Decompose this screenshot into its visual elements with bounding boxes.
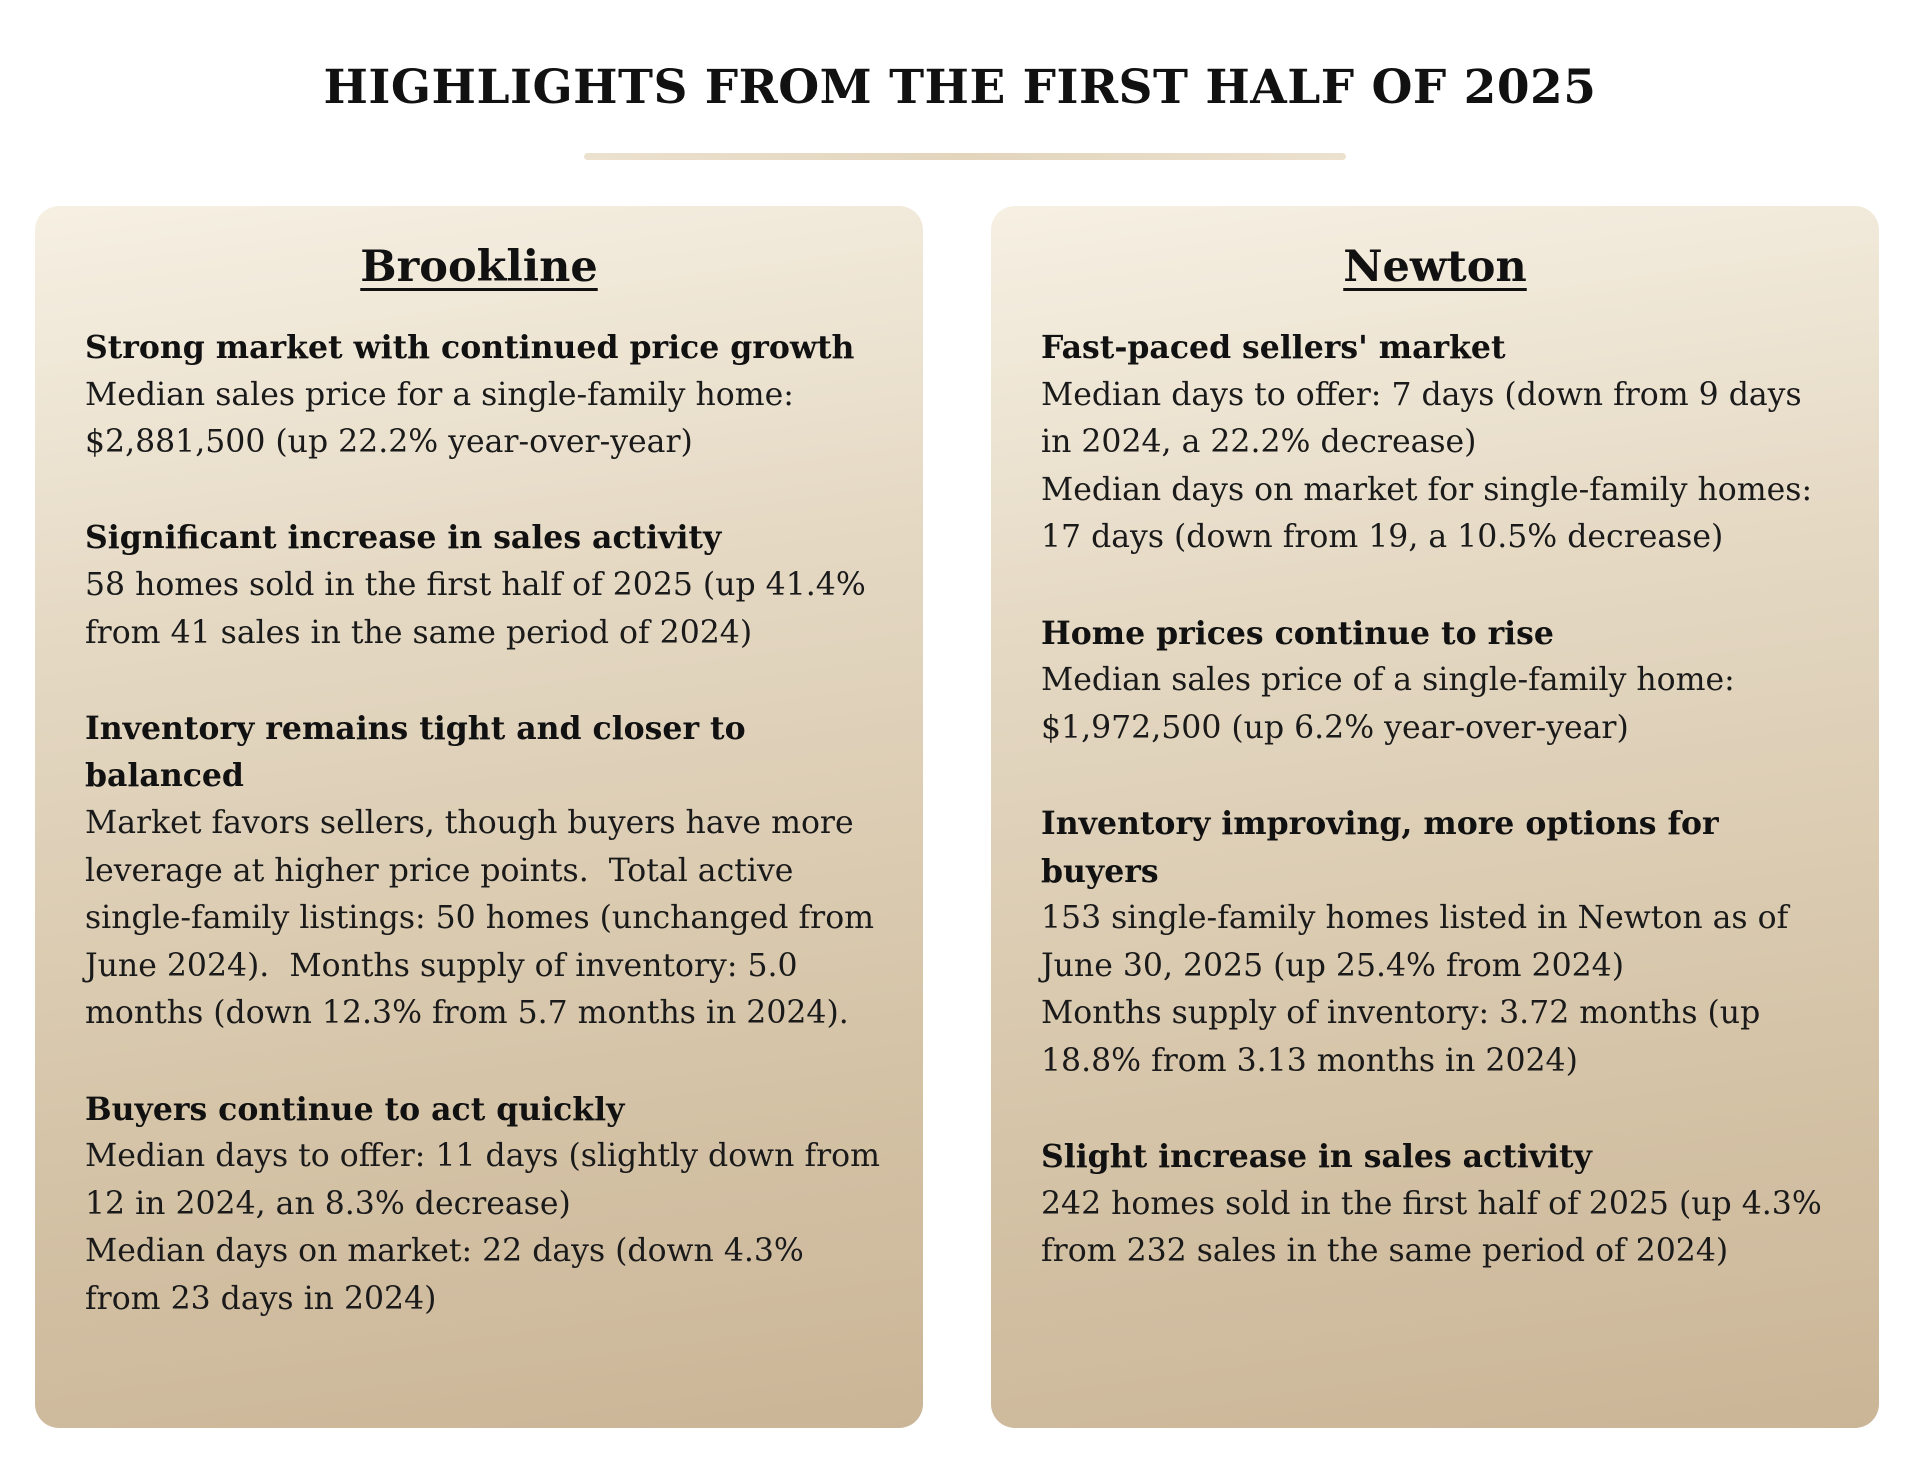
highlight-section xyxy=(85,1086,885,1324)
highlight-section xyxy=(1041,1133,1841,1276)
highlight-heading: Inventory remains tight and closer to balanced xyxy=(85,709,746,795)
highlight-section xyxy=(85,324,885,467)
highlight-detail: Median days on market: 22 days (down 4.3% from 23 days in 2024) xyxy=(85,1233,804,1317)
highlight-detail: Median days to offer: 7 days (down from 9 days in 2024, a 22.2% decrease) xyxy=(1041,376,1802,461)
highlight-heading: Strong market with continued price growth xyxy=(85,329,855,366)
highlight-detail: 153 single-family homes listed in Newton as of June 30, 2025 (up 25.4% from 2024) xyxy=(1041,900,1789,984)
highlight-detail: Median days to offer: 11 days (slightly down from 12 in 2024, an 8.3% decrease) xyxy=(85,1138,880,1222)
highlight-heading: Slight increase in sales activity xyxy=(1041,1138,1592,1176)
highlight-detail: Median days on market for single-family homes: 17 days (down from 19, a 10.5% decrease) xyxy=(1041,471,1813,556)
highlight-heading: Significant increase in sales activity xyxy=(85,519,722,557)
page-title: HIGHLIGHTS FROM THE FIRST HALF OF 2025 xyxy=(323,60,1597,115)
highlight-detail: Market favors sellers, though buyers have more leverage at higher price points. Total active single-family listings: 50 homes (unchanged from June 2024). Months supply of inventory: 5.0 months (down 12.3% from 5.7 months in 2024). xyxy=(85,804,885,1032)
highlight-detail: Median sales price of a single-family home: $1,972,500 (up 6.2% year-over-year) xyxy=(1041,662,1735,746)
brookline-highlights xyxy=(85,324,885,1323)
highlight-detail: 242 homes sold in the first half of 2025 (up 4.3% from 232 sales in the same period of 2024) xyxy=(1041,1185,1822,1270)
highlight-detail: Months supply of inventory: 3.72 months (up 18.8% from 3.13 months in 2024) xyxy=(1041,995,1761,1079)
highlight-heading: Inventory improving, more options for buyers xyxy=(1041,804,1719,890)
highlight-section xyxy=(1041,610,1841,753)
brookline-card xyxy=(35,206,923,1428)
highlight-detail: Median sales price for a single-family home: $2,881,500 (up 22.2% year-over-year) xyxy=(85,376,794,461)
highlight-heading: Fast-paced sellers' market xyxy=(1041,329,1506,366)
highlight-section xyxy=(85,705,885,1038)
highlight-section xyxy=(85,514,885,657)
highlight-heading: Buyers continue to act quickly xyxy=(85,1090,625,1128)
highlight-section xyxy=(1041,324,1841,562)
highlight-heading: Home prices continue to rise xyxy=(1041,614,1554,652)
highlight-section xyxy=(1041,800,1841,1086)
newton-title: Newton xyxy=(1343,242,1527,292)
highlight-detail: 58 homes sold in the first half of 2025 (up 41.4% from 41 sales in the same period of 2024) xyxy=(85,566,866,651)
title-divider xyxy=(584,153,1346,160)
newton-card xyxy=(991,206,1879,1428)
newton-highlights xyxy=(1041,324,1841,1276)
brookline-title: Brookline xyxy=(360,242,598,292)
